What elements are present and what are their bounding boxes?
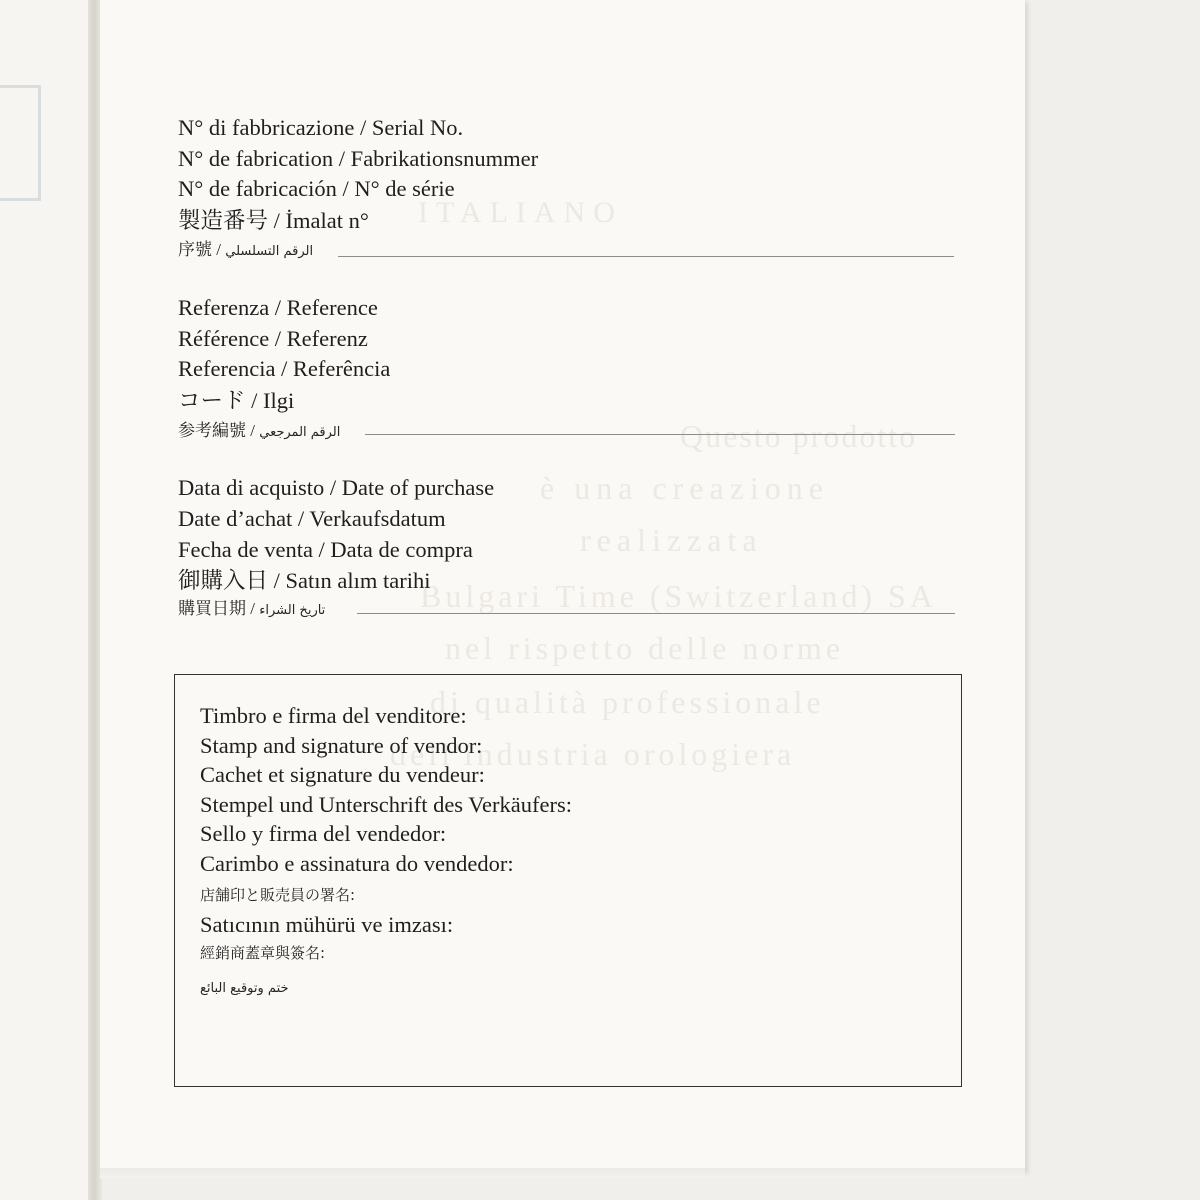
stamp-label-it: Timbro e firma del venditore: — [200, 703, 467, 728]
stamp-label-ja: 店舗印と販売員の署名: — [200, 886, 356, 904]
purchase-label-zh-ar — [178, 600, 325, 617]
stamp-label-zh: 經銷商蓋章與簽名: — [200, 944, 326, 962]
serial-label-fr-de: N° de fabrication / Fabrikationsnummer — [178, 146, 539, 171]
purchase-label-ar: تاريخ الشراء — [259, 603, 326, 618]
reference-label-zh-ar — [178, 422, 340, 439]
serial-label-es-pt: N° de fabricación / N° de série — [178, 176, 455, 201]
serial-label-ar: الرقم التسلسلي — [225, 244, 314, 259]
stamp-label-ar: ختم وتوقيع البائع — [200, 981, 289, 996]
purchase-label-es-pt: Fecha de venta / Data de compra — [178, 537, 473, 562]
show-through-line: nel rispetto delle norme — [445, 630, 845, 666]
serial-label-zh: 序號 / — [178, 240, 221, 259]
show-through-line: è una creazione — [540, 470, 829, 506]
page-bottom-edge — [100, 1168, 1025, 1178]
reference-label-fr-de: Référence / Referenz — [178, 326, 368, 351]
left-page — [0, 0, 95, 1200]
purchase-label-it-en: Data di acquisto / Date of purchase — [178, 475, 495, 500]
purchase-label-fr-de: Date d’achat / Verkaufsdatum — [178, 506, 446, 531]
show-through-title: ITALIANO — [418, 196, 623, 229]
stamp-label-de: Stempel und Unterschrift des Verkäufers: — [200, 792, 572, 817]
serial-label-ja-tr: 製造番号 / İmalat n° — [178, 208, 369, 233]
left-page-print-bleed — [0, 85, 41, 201]
serial-number-field[interactable] — [338, 256, 954, 257]
reference-label-it-en: Referenza / Reference — [178, 295, 378, 320]
reference-field[interactable] — [365, 434, 955, 435]
stamp-label-tr: Satıcının mühürü ve imzası: — [200, 912, 454, 937]
stamp-label-en: Stamp and signature of vendor: — [200, 733, 483, 758]
show-through-line: realizzata — [580, 522, 763, 558]
show-through-line: dell'industria orologiera — [390, 736, 796, 772]
serial-label-it-en: N° di fabbricazione / Serial No. — [178, 115, 464, 140]
show-through-line: Questo prodotto — [680, 418, 918, 454]
show-through-line: Bulgari Time (Switzerland) SA — [420, 578, 937, 614]
purchase-label-ja-tr: 御購入日 / Satın alım tarihi — [178, 568, 431, 593]
purchase-label-zh: 購買日期 / — [178, 599, 255, 618]
reference-label-ja-tr: コード / Ilgi — [178, 388, 295, 413]
purchase-date-field[interactable] — [357, 613, 955, 614]
show-through-line: di qualità professionale — [430, 684, 825, 720]
reference-label-zh: 参考編號 / — [178, 421, 255, 440]
reference-label-ar: الرقم المرجعي — [259, 425, 341, 440]
reference-label-es-pt: Referencia / Referência — [178, 356, 391, 381]
stamp-label-fr: Cachet et signature du vendeur: — [200, 762, 485, 787]
stamp-label-pt: Carimbo e assinatura do vendedor: — [200, 851, 514, 876]
stamp-label-es: Sello y firma del vendedor: — [200, 821, 447, 846]
serial-label-zh-ar — [178, 241, 313, 258]
